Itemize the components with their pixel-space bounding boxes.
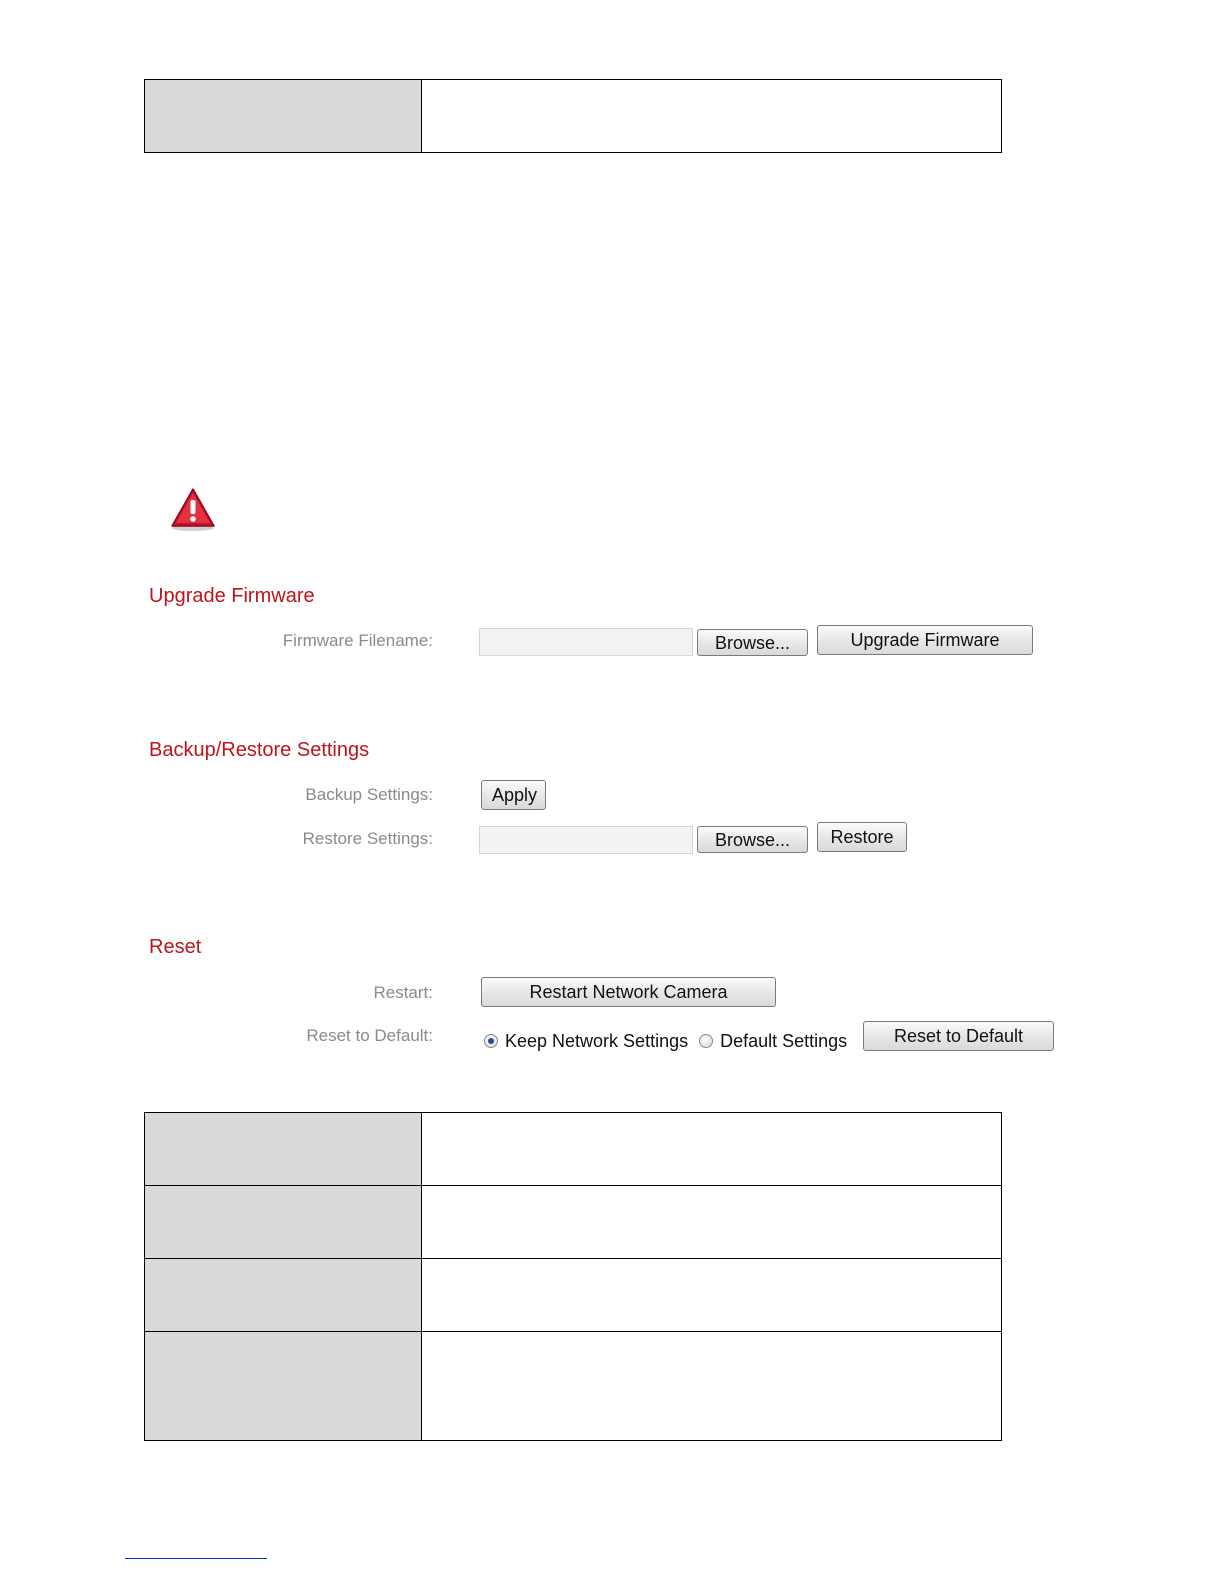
table-row (145, 80, 1002, 153)
table-key-cell (145, 1113, 422, 1186)
table-value-cell (422, 1186, 1002, 1259)
upgrade-firmware-button[interactable]: Upgrade Firmware (817, 625, 1033, 655)
backup-restore-title: Backup/Restore Settings (149, 739, 370, 761)
table-value-cell (422, 1332, 1002, 1441)
table-row (145, 1259, 1002, 1332)
restore-button[interactable]: Restore (817, 822, 907, 852)
restart-label: Restart: (373, 983, 433, 1002)
table-key-cell (145, 1186, 422, 1259)
restart-network-camera-button[interactable]: Restart Network Camera (481, 977, 776, 1007)
restore-browse-button[interactable]: Browse... (697, 826, 808, 853)
restore-settings-label: Restore Settings: (302, 829, 433, 848)
table-row (145, 1113, 1002, 1186)
bottom-description-table (144, 1112, 1002, 1441)
table-key-cell (145, 1259, 422, 1332)
firmware-filename-label: Firmware Filename: (282, 631, 433, 650)
table-value-cell (422, 1113, 1002, 1186)
top-description-table (144, 79, 1002, 153)
table-row (145, 1186, 1002, 1259)
default-settings-radio[interactable] (699, 1034, 713, 1048)
restore-filename-input[interactable] (479, 826, 693, 854)
reset-to-default-button[interactable]: Reset to Default (863, 1021, 1054, 1051)
table-key-cell (145, 1332, 422, 1441)
keep-network-settings-label[interactable]: Keep Network Settings (505, 1030, 689, 1051)
backup-apply-button[interactable]: Apply (481, 780, 546, 810)
table-value-cell (422, 1259, 1002, 1332)
reset-title: Reset (149, 936, 202, 958)
table-key-cell (145, 80, 422, 153)
keep-network-settings-radio[interactable] (484, 1034, 498, 1048)
firmware-browse-button[interactable]: Browse... (697, 629, 808, 656)
footer-link[interactable] (125, 1558, 267, 1559)
reset-to-default-label: Reset to Default: (306, 1026, 433, 1045)
warning-icon (168, 486, 218, 532)
backup-settings-label: Backup Settings: (305, 785, 433, 804)
reset-options-radio-group (484, 1029, 858, 1053)
default-settings-label[interactable]: Default Settings (720, 1030, 848, 1051)
table-row (145, 1332, 1002, 1441)
firmware-filename-input[interactable] (479, 628, 693, 656)
table-value-cell (422, 80, 1002, 153)
upgrade-firmware-title: Upgrade Firmware (149, 585, 315, 607)
